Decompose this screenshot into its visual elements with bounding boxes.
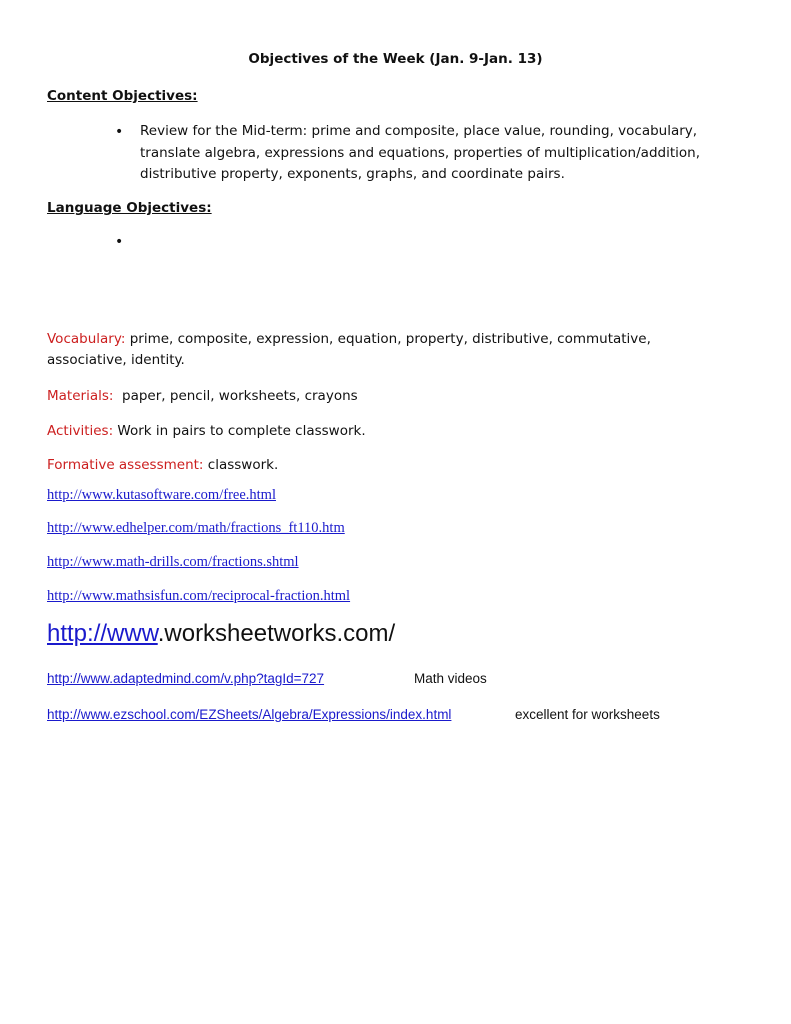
worksheetworks-link-line	[47, 620, 395, 648]
note-excellent-worksheets: excellent for worksheets	[515, 707, 660, 722]
activities-label: Activities:	[47, 423, 114, 439]
link-kutasoftware[interactable]: http://www.kutasoftware.com/free.html	[47, 487, 276, 503]
note-math-videos: Math videos	[414, 671, 487, 686]
formative-assessment-text: classwork.	[203, 457, 279, 473]
formative-assessment-line	[47, 455, 278, 477]
materials-label: Materials:	[47, 388, 114, 404]
link-edhelper[interactable]: http://www.edhelper.com/math/fractions_ft110.htm	[47, 520, 345, 536]
content-objectives-bullet: •	[115, 124, 124, 140]
link-worksheetworks[interactable]: http://www	[47, 620, 158, 647]
language-objectives-heading: Language Objectives:	[47, 200, 212, 216]
link-adaptedmind[interactable]: http://www.adaptedmind.com/v.php?tagId=727	[47, 671, 325, 686]
activities-text: Work in pairs to complete classwork.	[113, 423, 366, 439]
link-mathsisfun[interactable]: http://www.mathsisfun.com/reciprocal-fraction.html	[47, 588, 351, 604]
content-objectives-heading: Content Objectives:	[47, 88, 198, 104]
activities-line	[47, 421, 366, 443]
materials-text: paper, pencil, worksheets, crayons	[113, 388, 358, 404]
page-title: Objectives of the Week (Jan. 9-Jan. 13)	[248, 51, 543, 67]
vocabulary-line-2: associative, identity.	[47, 352, 185, 368]
vocabulary-label: Vocabulary:	[47, 331, 126, 347]
content-objectives-line: Review for the Mid-term: prime and composite, place value, rounding, vocabulary,	[140, 123, 698, 139]
language-objectives-bullet: •	[115, 234, 124, 250]
content-objectives-line: translate algebra, expressions and equations, properties of multiplication/addition,	[140, 144, 700, 161]
content-objectives-text	[140, 121, 760, 186]
vocabulary-text: prime, composite, expression, equation, property, distributive, commutative,	[125, 331, 651, 347]
materials-line	[47, 386, 358, 408]
link-ezschool[interactable]: http://www.ezschool.com/EZSheets/Algebra/Expressions/index.html	[47, 707, 452, 722]
formative-assessment-label: Formative assessment:	[47, 457, 204, 473]
vocabulary-line	[47, 329, 651, 351]
worksheetworks-rest: .worksheetworks.com/	[157, 620, 396, 647]
link-math-drills[interactable]: http://www.math-drills.com/fractions.shtml	[47, 554, 299, 570]
content-objectives-line: distributive property, exponents, graphs, and coordinate pairs.	[140, 166, 565, 182]
